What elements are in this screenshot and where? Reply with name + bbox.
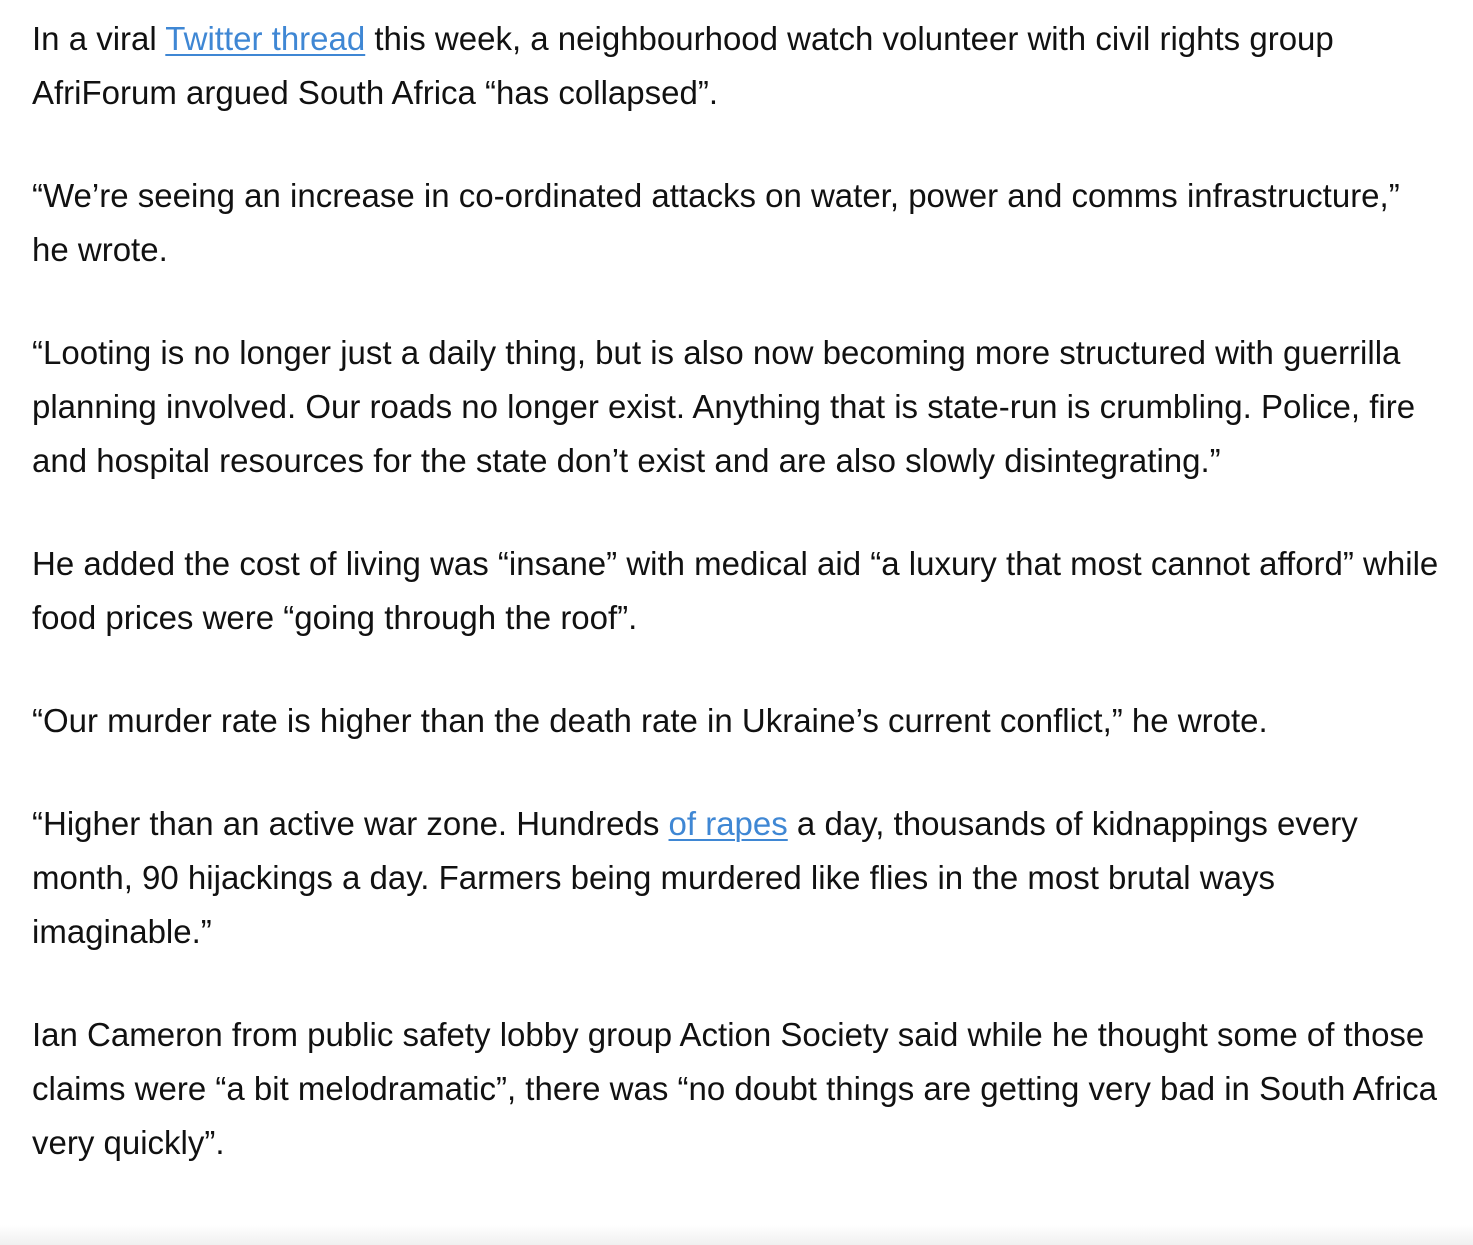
paragraph-6-text-end: a day, thousands of kidnappings every month, 90 hijackings a day. Farmers being murdered like flies in the most brutal ways imaginable.” <box>32 805 1358 950</box>
paragraph-4: He added the cost of living was “insane” with medical aid “a luxury that most cannot afford” while food prices were “going through the roof”. <box>32 545 1439 636</box>
paragraph-6 <box>32 797 1442 959</box>
of-rapes-link[interactable]: of rapes <box>668 805 788 842</box>
twitter-thread-link[interactable]: Twitter thread <box>165 20 366 57</box>
paragraph-6-text-start: “Higher than an active war zone. Hundreds <box>32 805 669 842</box>
bottom-fade <box>0 1225 1473 1245</box>
paragraph-1 <box>32 12 1442 120</box>
paragraph-3: “Looting is no longer just a daily thing, but is also now becoming more structured with guerrilla planning involved. Our roads no longer exist. Anything that is state-run is crumbling. Police, fire and hospital resources for the state don’t exist and are also slowly disintegrating.” <box>32 334 1416 479</box>
paragraph-2: “We’re seeing an increase in co-ordinated attacks on water, power and comms infrastructure,” he wrote. <box>32 177 1400 268</box>
paragraph-1-text-start: In a viral <box>32 20 166 57</box>
paragraph-1-text-end: this week, a neighbourhood watch volunteer with civil rights group AfriForum argued South Africa “has collapsed”. <box>32 20 1334 111</box>
paragraph-7: Ian Cameron from public safety lobby group Action Society said while he thought some of those claims were “a bit melodramatic”, there was “no doubt things are getting very bad in South Africa very quickly”. <box>32 1016 1438 1161</box>
paragraph-5: “Our murder rate is higher than the death rate in Ukraine’s current conflict,” he wrote. <box>32 702 1268 739</box>
article-body <box>32 12 1442 1219</box>
